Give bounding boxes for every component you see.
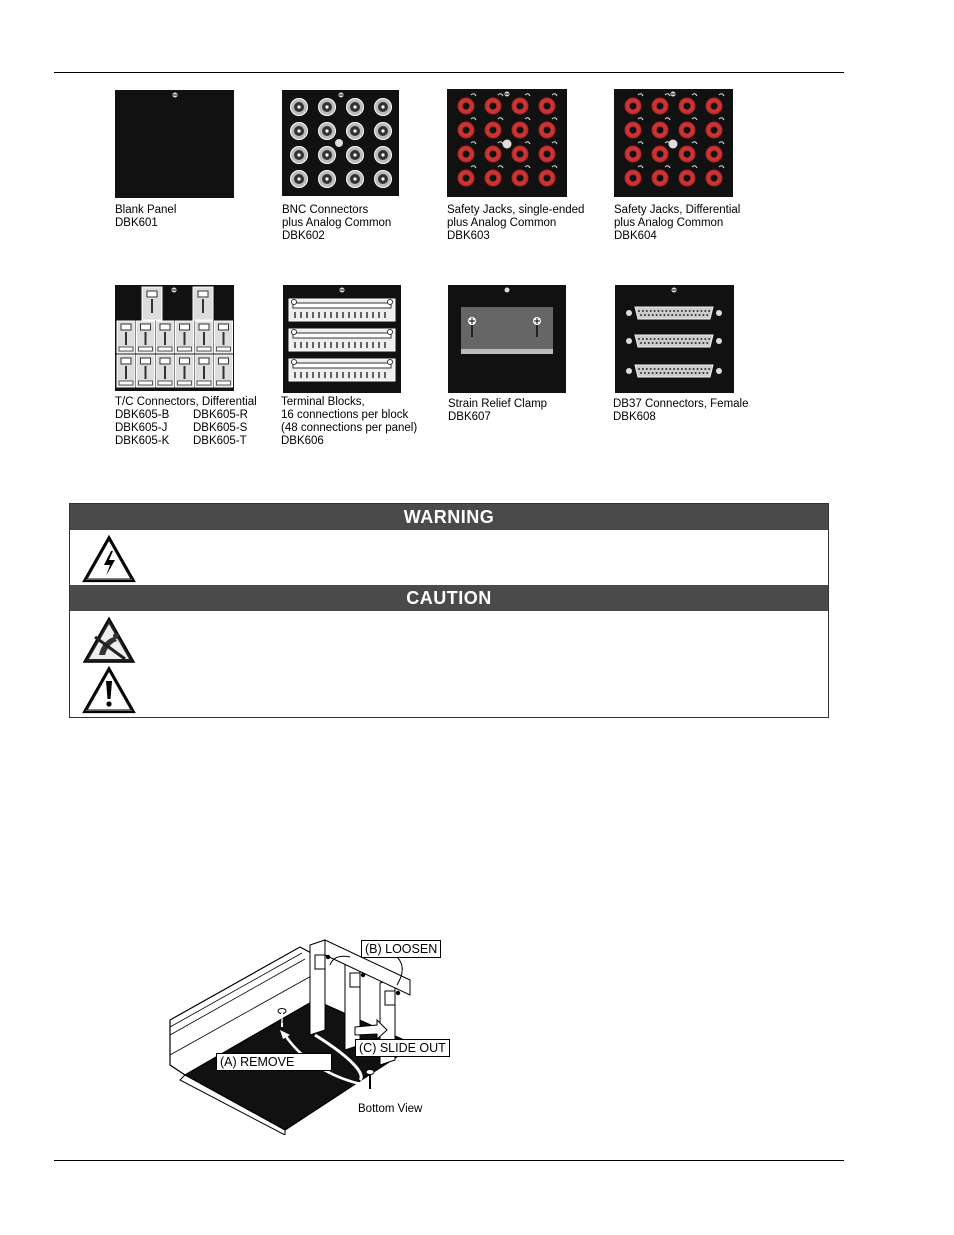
caption-dbk602: BNC Connectors plus Analog Common DBK602 — [282, 204, 392, 242]
caption-dbk604: Safety Jacks, Differential plus Analog Common DBK604 — [614, 204, 741, 242]
panel-image-db37 — [615, 285, 734, 393]
callout-slide-out: (C) SLIDE OUT — [355, 1039, 450, 1057]
panel-image-safety-single — [447, 89, 567, 197]
panel-image-bnc — [282, 90, 399, 196]
header-rule — [54, 72, 844, 73]
esd-sensitive-icon — [81, 615, 137, 665]
panel-image-safety-diff — [614, 89, 733, 197]
caption-dbk603: Safety Jacks, single-ended plus Analog Common DBK603 — [447, 204, 585, 242]
panel-image-terminal — [283, 285, 401, 393]
callout-loosen: (B) LOOSEN — [361, 940, 441, 958]
caption-dbk606: Terminal Blocks, 16 connections per block (48 connections per panel) DBK606 — [281, 396, 418, 447]
caption-dbk608: DB37 Connectors, Female DBK608 — [613, 398, 749, 423]
panel-removal-figure — [165, 935, 457, 1135]
caption-dbk601: Blank Panel DBK601 — [115, 204, 177, 229]
footer-rule — [54, 1160, 844, 1161]
callout-remove: (A) REMOVE — [216, 1053, 332, 1071]
panel-image-tc — [115, 285, 234, 391]
caution-title: CAUTION — [70, 585, 828, 611]
bottom-view-label: Bottom View — [358, 1103, 423, 1115]
caution-exclamation-icon — [81, 665, 137, 715]
panel-image-strain-relief — [448, 285, 566, 393]
panel-image-blank — [115, 90, 234, 198]
electric-shock-icon — [81, 534, 137, 584]
warning-title: WARNING — [70, 504, 828, 530]
warning-caution-box — [69, 503, 829, 718]
caption-dbk605: T/C Connectors, Differential DBK605-B DBK605-R DBK605-J DBK605-S DBK605-K DBK605-T — [115, 396, 257, 447]
caption-dbk607: Strain Relief Clamp DBK607 — [448, 398, 548, 423]
